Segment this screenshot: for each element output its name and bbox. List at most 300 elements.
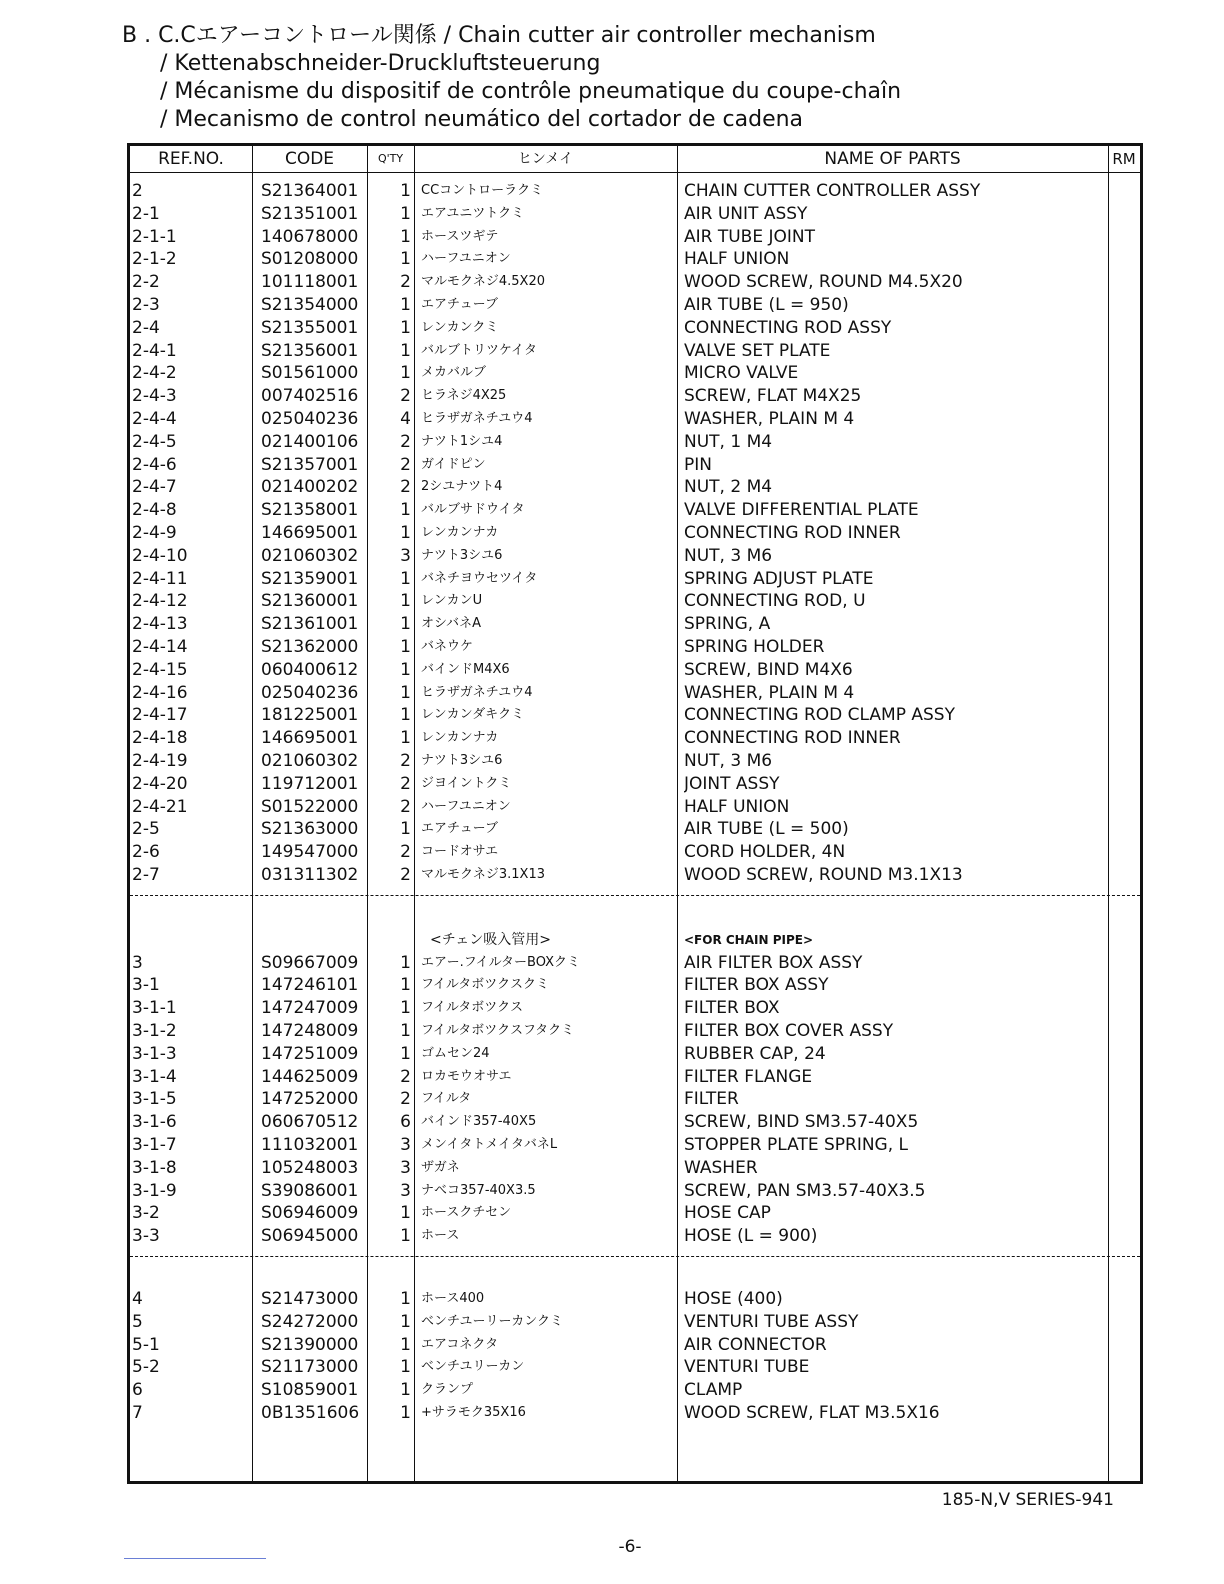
cell-kana: ホース xyxy=(421,1228,460,1244)
cell-qty: 6 xyxy=(400,1112,411,1133)
cell-ref: 2-3 xyxy=(132,295,160,315)
cell-ref: 2-4-18 xyxy=(132,728,188,749)
cell-code: S06946009 xyxy=(261,1203,359,1224)
cell-kana: ヒラザガネチユウ4 xyxy=(421,684,533,700)
table-row xyxy=(130,1334,1140,1357)
table-row xyxy=(130,613,1140,636)
cell-qty: 1 xyxy=(400,1043,411,1064)
cell-kana: バインドM4X6 xyxy=(421,661,510,677)
cell-name: RUBBER CAP, 24 xyxy=(684,1043,826,1064)
cell-ref: 2-7 xyxy=(132,865,160,885)
cell-name: SPRING ADJUST PLATE xyxy=(684,568,874,589)
table-row xyxy=(130,1043,1140,1066)
cell-qty: 1 xyxy=(400,249,411,270)
cell-qty: 3 xyxy=(400,1180,411,1201)
cell-code: 147247009 xyxy=(261,998,359,1019)
cell-kana: ヒラネジ4X25 xyxy=(421,388,507,404)
cell-ref: 3-1-9 xyxy=(132,1180,177,1201)
table-row xyxy=(130,1180,1140,1203)
cell-ref: 5-2 xyxy=(132,1357,160,1378)
cell-ref: 3-1-2 xyxy=(132,1021,177,1041)
cell-ref: 2-4 xyxy=(132,317,160,338)
cell-name: JOINT ASSY xyxy=(684,773,780,794)
header-qty: Q'TY xyxy=(377,152,404,165)
cell-name: WOOD SCREW, FLAT M3.5X16 xyxy=(684,1403,940,1423)
cell-code: S21362000 xyxy=(261,637,359,657)
cell-ref: 2-4-12 xyxy=(132,591,188,612)
cell-code: 031311302 xyxy=(261,865,359,885)
cell-kana: レンカンクミ xyxy=(421,319,499,335)
cell-kana: +サラモク35X16 xyxy=(421,1405,526,1420)
cell-code: S21173000 xyxy=(261,1357,359,1378)
cell-kana: オシバネA xyxy=(421,616,481,632)
cell-qty: 2 xyxy=(400,1066,411,1087)
cell-qty: 3 xyxy=(400,1157,411,1178)
cell-code: S06945000 xyxy=(261,1226,359,1247)
cell-kana: ジヨイントクミ xyxy=(421,775,512,791)
cell-code: S39086001 xyxy=(261,1180,359,1201)
cell-ref: 2-1-2 xyxy=(132,249,177,270)
cell-ref: 2-4-3 xyxy=(132,386,177,407)
cell-name: HOSE (L = 900) xyxy=(684,1226,818,1247)
group-heading-chain-pipe xyxy=(130,929,1140,952)
cell-qty: 1 xyxy=(400,614,411,635)
cell-name: VENTURI TUBE xyxy=(684,1357,810,1378)
table-row xyxy=(130,659,1140,682)
group-separator xyxy=(130,1256,1140,1257)
cell-code: 025040236 xyxy=(261,409,359,429)
title-line-spanish: / Mecanismo de control neumático del cortador de cadena xyxy=(160,107,804,132)
cell-code: S21363000 xyxy=(261,819,359,840)
cell-ref: 5 xyxy=(132,1311,143,1332)
cell-kana: レンカンダキクミ xyxy=(421,707,525,723)
cell-name: WASHER, PLAIN M 4 xyxy=(684,409,855,429)
table-row xyxy=(130,682,1140,705)
table-row xyxy=(130,750,1140,773)
cell-ref: 3-1-8 xyxy=(132,1157,177,1178)
cell-qty: 1 xyxy=(400,1357,411,1378)
cell-name: AIR FILTER BOX ASSY xyxy=(684,952,863,973)
cell-name: FILTER BOX ASSY xyxy=(684,975,829,996)
cell-qty: 2 xyxy=(400,454,411,475)
cell-code: S01522000 xyxy=(261,796,359,817)
title-line-french: / Mécanisme du dispositif de contrôle pneumatique du coupe-chaîn xyxy=(160,79,902,104)
table-row xyxy=(130,1402,1140,1425)
cell-name: CONNECTING ROD INNER xyxy=(684,523,901,543)
cell-ref: 7 xyxy=(132,1403,143,1423)
cell-code: 060400612 xyxy=(261,659,359,680)
cell-qty: 1 xyxy=(400,295,411,315)
cell-ref: 2-2 xyxy=(132,272,160,293)
cell-name: CLAMP xyxy=(684,1380,743,1401)
table-row xyxy=(130,1311,1140,1334)
cell-name: CONNECTING ROD CLAMP ASSY xyxy=(684,705,955,726)
cell-code: 119712001 xyxy=(261,773,359,794)
cell-qty: 2 xyxy=(400,477,411,498)
cell-code: S21355001 xyxy=(261,317,359,338)
cell-qty: 1 xyxy=(400,591,411,612)
table-row xyxy=(130,997,1140,1020)
table-row xyxy=(130,1202,1140,1225)
table-header xyxy=(130,146,1140,173)
cell-code: 147246101 xyxy=(261,975,359,996)
cell-qty: 1 xyxy=(400,1380,411,1401)
cell-code: 146695001 xyxy=(261,728,359,749)
table-row xyxy=(130,1111,1140,1134)
cell-name: VALVE SET PLATE xyxy=(684,340,831,361)
cell-name: WOOD SCREW, ROUND M4.5X20 xyxy=(684,272,963,293)
table-row xyxy=(130,271,1140,294)
cell-name: SCREW, FLAT M4X25 xyxy=(684,386,862,407)
cell-code: S21356001 xyxy=(261,340,359,361)
cell-qty: 3 xyxy=(400,1135,411,1155)
table-row xyxy=(130,1134,1140,1157)
cell-ref: 2-4-2 xyxy=(132,363,177,384)
table-row xyxy=(130,408,1140,431)
cell-name: CONNECTING ROD ASSY xyxy=(684,317,892,338)
table-row xyxy=(130,1379,1140,1402)
cell-code: S09667009 xyxy=(261,952,359,973)
cell-code: 147252000 xyxy=(261,1089,359,1110)
cell-ref: 3-1-1 xyxy=(132,998,177,1019)
cell-qty: 1 xyxy=(400,637,411,657)
cell-name: WOOD SCREW, ROUND M3.1X13 xyxy=(684,865,963,885)
cell-name: CORD HOLDER, 4N xyxy=(684,842,846,863)
table-row xyxy=(130,340,1140,363)
cell-name: HALF UNION xyxy=(684,249,790,270)
table-row xyxy=(130,362,1140,385)
cell-qty: 1 xyxy=(400,568,411,589)
header-rm: RM xyxy=(1112,150,1136,168)
cell-name: WASHER xyxy=(684,1157,758,1178)
cell-ref: 2-4-10 xyxy=(132,545,188,566)
cell-name: CHAIN CUTTER CONTROLLER ASSY xyxy=(684,181,981,201)
cell-ref: 3-1-6 xyxy=(132,1112,177,1133)
table-row xyxy=(130,1020,1140,1043)
cell-qty: 1 xyxy=(400,1203,411,1224)
cell-code: 146695001 xyxy=(261,523,359,543)
cell-ref: 6 xyxy=(132,1380,143,1401)
cell-kana: エアー.フイルターBOXクミ xyxy=(421,954,581,970)
cell-ref: 2-6 xyxy=(132,842,160,863)
cell-name: SPRING, A xyxy=(684,614,771,635)
table-row xyxy=(130,522,1140,545)
cell-code: 144625009 xyxy=(261,1066,359,1087)
cell-qty: 2 xyxy=(400,842,411,863)
cell-kana: CCコントローラクミ xyxy=(421,183,544,198)
cell-name: AIR TUBE (L = 500) xyxy=(684,819,849,840)
cell-ref: 3-1-7 xyxy=(132,1135,177,1155)
cell-kana: ナツト3シユ6 xyxy=(421,547,503,563)
cell-ref: 2-4-4 xyxy=(132,409,177,429)
cell-name: AIR CONNECTOR xyxy=(684,1334,827,1355)
cell-ref: 3 xyxy=(132,952,143,973)
cell-kana: バインド357-40X5 xyxy=(421,1114,537,1130)
cell-name: AIR UNIT ASSY xyxy=(684,203,808,224)
cell-kana: ベンチユーリーカンクミ xyxy=(421,1313,563,1329)
table-row xyxy=(130,1356,1140,1379)
cell-name: FILTER BOX COVER ASSY xyxy=(684,1021,894,1041)
cell-code: 0B1351606 xyxy=(261,1403,360,1423)
cell-code: 149547000 xyxy=(261,842,359,863)
cell-kana: レンカンナカ xyxy=(421,525,499,540)
cell-ref: 2-4-20 xyxy=(132,773,188,794)
cell-kana: ナツト1シユ4 xyxy=(421,433,503,449)
cell-ref: 2 xyxy=(132,181,143,201)
table-row xyxy=(130,796,1140,819)
series-label: 185-N,V SERIES-941 xyxy=(941,1490,1114,1510)
cell-name: FILTER xyxy=(684,1089,739,1110)
table-row xyxy=(130,1225,1140,1248)
table-row xyxy=(130,499,1140,522)
cell-qty: 2 xyxy=(400,773,411,794)
table-row xyxy=(130,974,1140,997)
cell-code: 105248003 xyxy=(261,1157,359,1178)
table-row xyxy=(130,590,1140,613)
cell-code: 101118001 xyxy=(261,272,359,293)
cell-qty: 1 xyxy=(400,181,411,201)
cell-name: NUT, 3 M6 xyxy=(684,751,773,771)
cell-name: AIR TUBE JOINT xyxy=(684,226,816,247)
cell-qty: 1 xyxy=(400,705,411,726)
cell-qty: 2 xyxy=(400,272,411,293)
cell-kana: ナベコ357-40X3.5 xyxy=(421,1182,536,1198)
cell-qty: 4 xyxy=(400,409,411,429)
cell-name: MICRO VALVE xyxy=(684,363,799,384)
cell-ref: 2-5 xyxy=(132,819,160,840)
cell-kana: レンカンナカ xyxy=(421,730,499,746)
cell-code: S01208000 xyxy=(261,249,359,270)
cell-name: FILTER BOX xyxy=(684,998,780,1019)
cell-qty: 1 xyxy=(400,203,411,224)
cell-ref: 5-1 xyxy=(132,1334,160,1355)
cell-kana: コードオサエ xyxy=(421,844,499,860)
cell-name: FILTER FLANGE xyxy=(684,1066,813,1087)
cell-ref: 2-4-13 xyxy=(132,614,188,635)
cell-qty: 1 xyxy=(400,1403,411,1423)
cell-name: SPRING HOLDER xyxy=(684,637,825,657)
cell-name: CONNECTING ROD INNER xyxy=(684,728,901,749)
group-heading-japanese: <チェン吸入管用> xyxy=(430,931,552,948)
cell-qty: 1 xyxy=(400,952,411,973)
table-row xyxy=(130,545,1140,568)
cell-ref: 2-4-5 xyxy=(132,431,177,452)
cell-kana: ガイドピン xyxy=(421,456,486,472)
table-row xyxy=(130,431,1140,454)
cell-name: NUT, 3 M6 xyxy=(684,545,773,566)
cell-kana: フイルタボツクス xyxy=(421,1000,524,1016)
cell-qty: 1 xyxy=(400,1334,411,1355)
cell-kana: フイルタ xyxy=(421,1091,472,1107)
header-name-of-parts: NAME OF PARTS xyxy=(824,149,961,169)
table-row xyxy=(130,317,1140,340)
cell-qty: 1 xyxy=(400,1311,411,1332)
cell-ref: 3-1-5 xyxy=(132,1089,177,1110)
cell-code: S21361001 xyxy=(261,614,359,635)
cell-ref: 3-3 xyxy=(132,1226,160,1247)
cell-qty: 2 xyxy=(400,1089,411,1110)
table-row xyxy=(130,864,1140,887)
header-ref-no: REF.NO. xyxy=(158,149,224,169)
cell-name: SCREW, BIND M4X6 xyxy=(684,659,853,680)
cell-kana: バネチヨウセツイタ xyxy=(421,570,538,586)
table-row xyxy=(130,385,1140,408)
cell-kana: エアチューブ xyxy=(421,821,498,837)
cell-kana: フイルタボツクスクミ xyxy=(421,977,550,993)
cell-name: HALF UNION xyxy=(684,796,790,817)
header-japanese-name: ヒンメイ xyxy=(517,151,574,167)
cell-ref: 2-4-8 xyxy=(132,500,177,521)
cell-kana: ハーフユニオン xyxy=(421,251,511,267)
cell-code: S21359001 xyxy=(261,568,359,589)
cell-code: 147248009 xyxy=(261,1021,359,1041)
cell-name: WASHER, PLAIN M 4 xyxy=(684,682,855,703)
cell-ref: 2-4-14 xyxy=(132,637,188,657)
cell-kana: ハーフユニオン xyxy=(421,798,511,814)
cell-kana: ホースツギテ xyxy=(421,228,499,244)
cell-kana: バネウケ xyxy=(421,639,474,654)
table-row xyxy=(130,476,1140,499)
cell-name: NUT, 1 M4 xyxy=(684,431,773,452)
cell-qty: 2 xyxy=(400,865,411,885)
table-row xyxy=(130,841,1140,864)
cell-name: VALVE DIFFERENTIAL PLATE xyxy=(684,500,919,521)
cell-ref: 2-1 xyxy=(132,203,160,224)
cell-qty: 1 xyxy=(400,998,411,1019)
cell-qty: 2 xyxy=(400,431,411,452)
cell-code: S21473000 xyxy=(261,1289,359,1309)
cell-kana: ナツト3シユ6 xyxy=(421,753,503,768)
cell-kana: 2シユナツト4 xyxy=(421,479,503,495)
cell-kana: ロカモウオサエ xyxy=(421,1068,512,1084)
cell-qty: 1 xyxy=(400,1021,411,1041)
cell-code: S21354000 xyxy=(261,295,359,315)
cell-ref: 2-4-9 xyxy=(132,523,177,543)
cell-qty: 1 xyxy=(400,1289,411,1309)
cell-qty: 2 xyxy=(400,386,411,407)
cell-ref: 2-4-1 xyxy=(132,340,177,361)
cell-qty: 1 xyxy=(400,317,411,338)
cell-kana: エアコネクタ xyxy=(421,1336,499,1352)
cell-qty: 3 xyxy=(400,545,411,566)
cell-qty: 2 xyxy=(400,751,411,771)
cell-kana: フイルタボツクスフタクミ xyxy=(421,1023,575,1038)
table-row xyxy=(130,180,1140,203)
cell-kana: バルブトリツケイタ xyxy=(421,342,537,358)
cell-ref: 2-4-6 xyxy=(132,454,177,475)
cell-code: 140678000 xyxy=(261,226,359,247)
cell-kana: メカバルブ xyxy=(421,365,487,381)
cell-kana: エアチューブ xyxy=(421,297,498,312)
cell-code: 021400202 xyxy=(261,477,359,498)
cell-code: 181225001 xyxy=(261,705,359,726)
cell-code: 021400106 xyxy=(261,431,359,452)
table-row xyxy=(130,636,1140,659)
cell-ref: 3-2 xyxy=(132,1203,160,1224)
cell-ref: 3-1-4 xyxy=(132,1066,177,1087)
cell-qty: 1 xyxy=(400,226,411,247)
parts-table xyxy=(127,143,1143,1484)
cell-ref: 2-4-17 xyxy=(132,705,188,726)
cell-kana: ザガネ xyxy=(421,1159,460,1175)
cell-qty: 1 xyxy=(400,659,411,680)
cell-kana: クランプ xyxy=(421,1382,474,1398)
cell-ref: 4 xyxy=(132,1289,143,1309)
cell-name: AIR TUBE (L = 950) xyxy=(684,295,849,315)
cell-name: STOPPER PLATE SPRING, L xyxy=(684,1135,909,1155)
cell-qty: 1 xyxy=(400,728,411,749)
group-heading-english: <FOR CHAIN PIPE> xyxy=(684,932,813,947)
document-title xyxy=(122,22,901,134)
cell-code: S10859001 xyxy=(261,1380,359,1401)
cell-code: 021060302 xyxy=(261,751,359,771)
table-row xyxy=(130,203,1140,226)
cell-kana: マルモクネジ4.5X20 xyxy=(421,274,545,290)
cell-ref: 2-4-19 xyxy=(132,751,188,771)
cell-name: CONNECTING ROD, U xyxy=(684,591,866,612)
table-row xyxy=(130,773,1140,796)
cell-code: S21364001 xyxy=(261,181,359,201)
footer-rule xyxy=(124,1558,266,1559)
cell-name: HOSE CAP xyxy=(684,1203,771,1224)
cell-qty: 1 xyxy=(400,682,411,703)
cell-qty: 2 xyxy=(400,796,411,817)
cell-kana: ヒラザガネチユウ4 xyxy=(421,411,533,426)
title-line-german: / Kettenabschneider-Druckluftsteuerung xyxy=(160,51,601,76)
cell-name: HOSE (400) xyxy=(684,1289,783,1309)
cell-name: NUT, 2 M4 xyxy=(684,477,773,498)
table-row xyxy=(130,1088,1140,1111)
cell-code: S21360001 xyxy=(261,591,359,612)
cell-code: 021060302 xyxy=(261,545,359,566)
table-row xyxy=(130,704,1140,727)
cell-code: 147251009 xyxy=(261,1043,359,1064)
cell-code: 025040236 xyxy=(261,682,359,703)
table-row xyxy=(130,1288,1140,1311)
table-row xyxy=(130,1157,1140,1180)
cell-kana: ホース400 xyxy=(421,1291,485,1306)
cell-code: S21390000 xyxy=(261,1334,359,1355)
cell-ref: 2-4-21 xyxy=(132,796,188,817)
table-row xyxy=(130,818,1140,841)
cell-name: SCREW, PAN SM3.57-40X3.5 xyxy=(684,1180,926,1201)
cell-kana: ホースクチセン xyxy=(421,1205,512,1221)
cell-code: 111032001 xyxy=(261,1135,359,1155)
cell-name: VENTURI TUBE ASSY xyxy=(684,1311,859,1332)
cell-name: SCREW, BIND SM3.57-40X5 xyxy=(684,1112,919,1133)
title-line-japanese-english: B . C.Cエアーコントロール関係 / Chain cutter air controller mechanism xyxy=(122,23,876,48)
cell-qty: 1 xyxy=(400,500,411,521)
cell-ref: 2-4-7 xyxy=(132,477,177,498)
table-row xyxy=(130,226,1140,249)
header-code: CODE xyxy=(284,149,335,169)
cell-qty: 1 xyxy=(400,1226,411,1247)
cell-qty: 1 xyxy=(400,819,411,840)
cell-kana: ゴムセン24 xyxy=(421,1045,490,1061)
cell-kana: ベンチユリーカン xyxy=(421,1359,525,1375)
cell-kana: バルブサドウイタ xyxy=(421,502,525,518)
table-row xyxy=(130,1066,1140,1089)
cell-kana: メンイタトメイタバネL xyxy=(421,1137,558,1152)
cell-qty: 1 xyxy=(400,523,411,543)
cell-code: S21357001 xyxy=(261,454,359,475)
page-number: -6- xyxy=(618,1537,642,1557)
table-row xyxy=(130,568,1140,591)
cell-ref: 3-1-3 xyxy=(132,1043,177,1064)
cell-qty: 1 xyxy=(400,363,411,384)
table-row xyxy=(130,248,1140,271)
table-row xyxy=(130,454,1140,477)
